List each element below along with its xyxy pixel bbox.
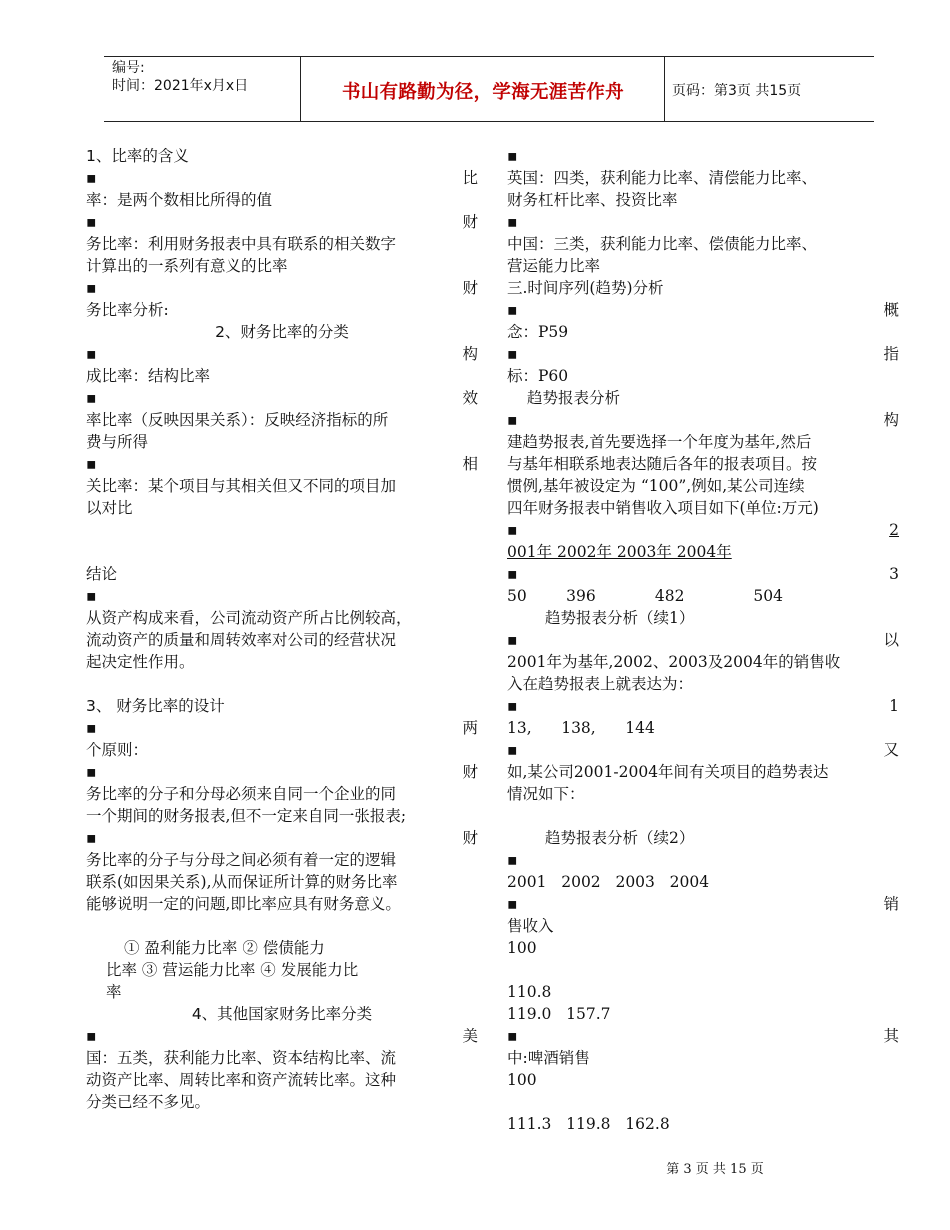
header-page-label: 页码：第3页 共15页 [672,83,802,99]
paragraph-line: 售收入 [507,917,554,935]
header-meta [112,59,248,95]
bullet-icon: ▪ [86,455,97,473]
paragraph-line: 入在趋势报表上就表达为： [507,675,694,693]
paragraph-line: 标：P60 [507,367,569,385]
bullet-icon: ▪ [507,213,518,231]
years-line: 2001 2002 2003 2004 [507,873,710,891]
paragraph-line: 动资产比率、周转比率和资产流转比率。这种 [86,1071,397,1089]
time-label: 时间：2021年x月x日 [112,78,249,94]
paragraph-line: 与基年相联系地表达随后各年的报表项目。按 [507,455,818,473]
paragraph-line: 流动资产的质量和周转效率对公司的经营状况 [86,631,397,649]
bullet-icon: ▪ [507,301,518,319]
section-heading-1: 1、比率的含义 [86,147,189,165]
bullet-line [507,145,899,167]
paragraph-line: 务比率的分子和分母必须来自同一个企业的同 [86,785,397,803]
bullet-line: ▪ 1 [507,697,899,715]
paragraph-line: 念：P59 [507,323,569,341]
bullet-icon: ▪ [507,741,518,759]
bullet-icon: ▪ [86,763,97,781]
ratio-list-line: 比率 ③ 营运能力比率 ④ 发展能力比 [106,961,359,979]
bullet-line [507,849,899,871]
bullet-line: ▪ 财 [86,763,478,781]
bullet-icon: ▪ [507,521,518,539]
value-line: 119.0 157.7 [507,1005,611,1023]
bullet-line [86,585,478,607]
bullet-line: ▪ 3 [507,565,899,583]
paragraph-line: 国：五类，获利能力比率、资本结构比率、流 [86,1049,397,1067]
bullet-icon: ▪ [507,1027,518,1045]
paragraph-line: 务比率分析: [86,301,169,319]
value-line: 100 [507,1071,537,1089]
bullet-icon: ▪ [86,719,97,737]
bullet-line: ▪ 指 [507,345,899,363]
header-divider-2 [664,57,665,121]
header-motto: 书山有路勤为径，学海无涯苦作舟 [341,82,624,103]
bullet-line: ▪ 又 [507,741,899,759]
section-heading-2: 2、财务比率的分类 [215,323,349,341]
bullet-line: ▪ 财 [86,279,478,297]
paragraph-line: 建趋势报表,首先要选择一个年度为基年,然后 [507,433,812,451]
paragraph-line: 个原则： [86,741,149,759]
paragraph-line: 中:啤酒销售 [507,1049,590,1067]
left-column [86,145,478,1113]
paragraph-line: 分类已经不多见。 [86,1093,211,1111]
bullet-icon: ▪ [507,411,518,429]
value-line: 100 [507,939,537,957]
bullet-line: ▪ 销 [507,895,899,913]
bullet-icon: ▪ [86,169,97,187]
bullet-line: ▪ 比 [86,169,478,187]
value-line: 110.8 [507,983,552,1001]
bullet-line: ▪ 效 [86,389,478,407]
conclusion-heading: 结论 [86,565,118,583]
bullet-line: ▪ 美 [86,1027,478,1045]
paragraph-line: 惯例,基年被设定为 “100”,例如,某公司连续 [507,477,805,495]
bullet-line: ▪ 财 [86,213,478,231]
bullet-line: ▪ 概 [507,301,899,319]
paragraph-line: 务比率：利用财务报表中具有联系的相关数字 [86,235,397,253]
values-line: 50 396 482 504 [507,587,783,605]
bullet-line: ▪ 2 [507,521,899,539]
paragraph-line: 联系(如因果关系),从而保证所计算的财务比率 [86,873,398,891]
ratio-list-line: 率 [106,983,122,1001]
section-heading-trend: 三.时间序列(趋势)分析 [507,279,664,297]
paragraph-line: 以对比 [86,499,133,517]
section-heading-3: 3、 财务比率的设计 [86,697,225,715]
paragraph-line: 中国：三类，获利能力比率、偿债能力比率、 [507,235,818,253]
bullet-line: ▪ 构 [86,345,478,363]
ratio-list-line: ① 盈利能力比率 ② 偿债能力 [124,939,325,957]
bullet-icon: ▪ [86,1027,97,1045]
paragraph-line: 关比率：某个项目与其相关但又不同的项目加 [86,477,397,495]
paragraph-line: 情况如下： [507,785,585,803]
header-top-rule [104,56,874,57]
bullet-line: ▪ 相 [86,455,478,473]
code-label: 编号: [112,60,145,76]
paragraph-line: 一个期间的财务报表,但不一定来自同一张报表; [86,807,407,825]
bullet-icon: ▪ [86,345,97,363]
bullet-line: ▪ 以 [507,631,899,649]
bullet-icon: ▪ [507,851,518,869]
paragraph-line: 率：是两个数相比所得的值 [86,191,273,209]
bullet-line: ▪ 其 [507,1027,899,1045]
bullet-icon: ▪ [86,829,97,847]
bullet-icon: ▪ [507,697,518,715]
bullet-icon: ▪ [507,565,518,583]
bullet-line: ▪ 财 [86,829,478,847]
paragraph-line: 能够说明一定的问题,即比率应具有财务意义。 [86,895,401,913]
subheading: 趋势报表分析 [527,389,621,407]
paragraph-line: 成比率：结构比率 [86,367,211,385]
paragraph-line: 2001年为基年,2002、2003及2004年的销售收 [507,653,841,671]
values-line: 13, 138, 144 [507,719,655,737]
years-line: 001年 2002年 2003年 2004年 [507,543,732,561]
bullet-line: ▪ 构 [507,411,899,429]
subheading: 趋势报表分析（续1） [545,609,695,627]
paragraph-line: 财务杠杆比率、投资比率 [507,191,678,209]
bullet-icon: ▪ [86,389,97,407]
paragraph-line: 务比率的分子与分母之间必须有着一定的逻辑 [86,851,397,869]
bullet-line [507,211,899,233]
bullet-icon: ▪ [86,587,97,605]
paragraph-line: 费与所得 [86,433,149,451]
header-bottom-rule [104,121,874,122]
bullet-line: ▪ 两 [86,719,478,737]
paragraph-line: 计算出的一系列有意义的比率 [86,257,288,275]
bullet-icon: ▪ [507,631,518,649]
paragraph-line: 营运能力比率 [507,257,601,275]
right-column [507,145,899,1135]
bullet-icon: ▪ [86,279,97,297]
paragraph-line: 英国：四类，获利能力比率、清偿能力比率、 [507,169,818,187]
paragraph-line: 从资产构成来看，公司流动资产所占比例较高， [86,609,412,627]
paragraph-line: 率比率（反映因果关系）：反映经济指标的所 [86,411,389,429]
subheading: 趋势报表分析（续2） [545,829,695,847]
header-divider-1 [300,57,301,121]
section-heading-4: 4、其他国家财务比率分类 [191,1005,373,1023]
bullet-icon: ▪ [507,147,518,165]
paragraph-line: 四年财务报表中销售收入项目如下(单位:万元) [507,499,819,517]
bullet-icon: ▪ [86,213,97,231]
paragraph-line: 如,某公司2001-2004年间有关项目的趋势表达 [507,763,829,781]
paragraph-line: 起决定性作用。 [86,653,195,671]
bullet-icon: ▪ [507,895,518,913]
bullet-icon: ▪ [507,345,518,363]
value-line: 111.3 119.8 162.8 [507,1115,670,1133]
page-footer: 第 3 页 共 15 页 [666,1162,764,1177]
